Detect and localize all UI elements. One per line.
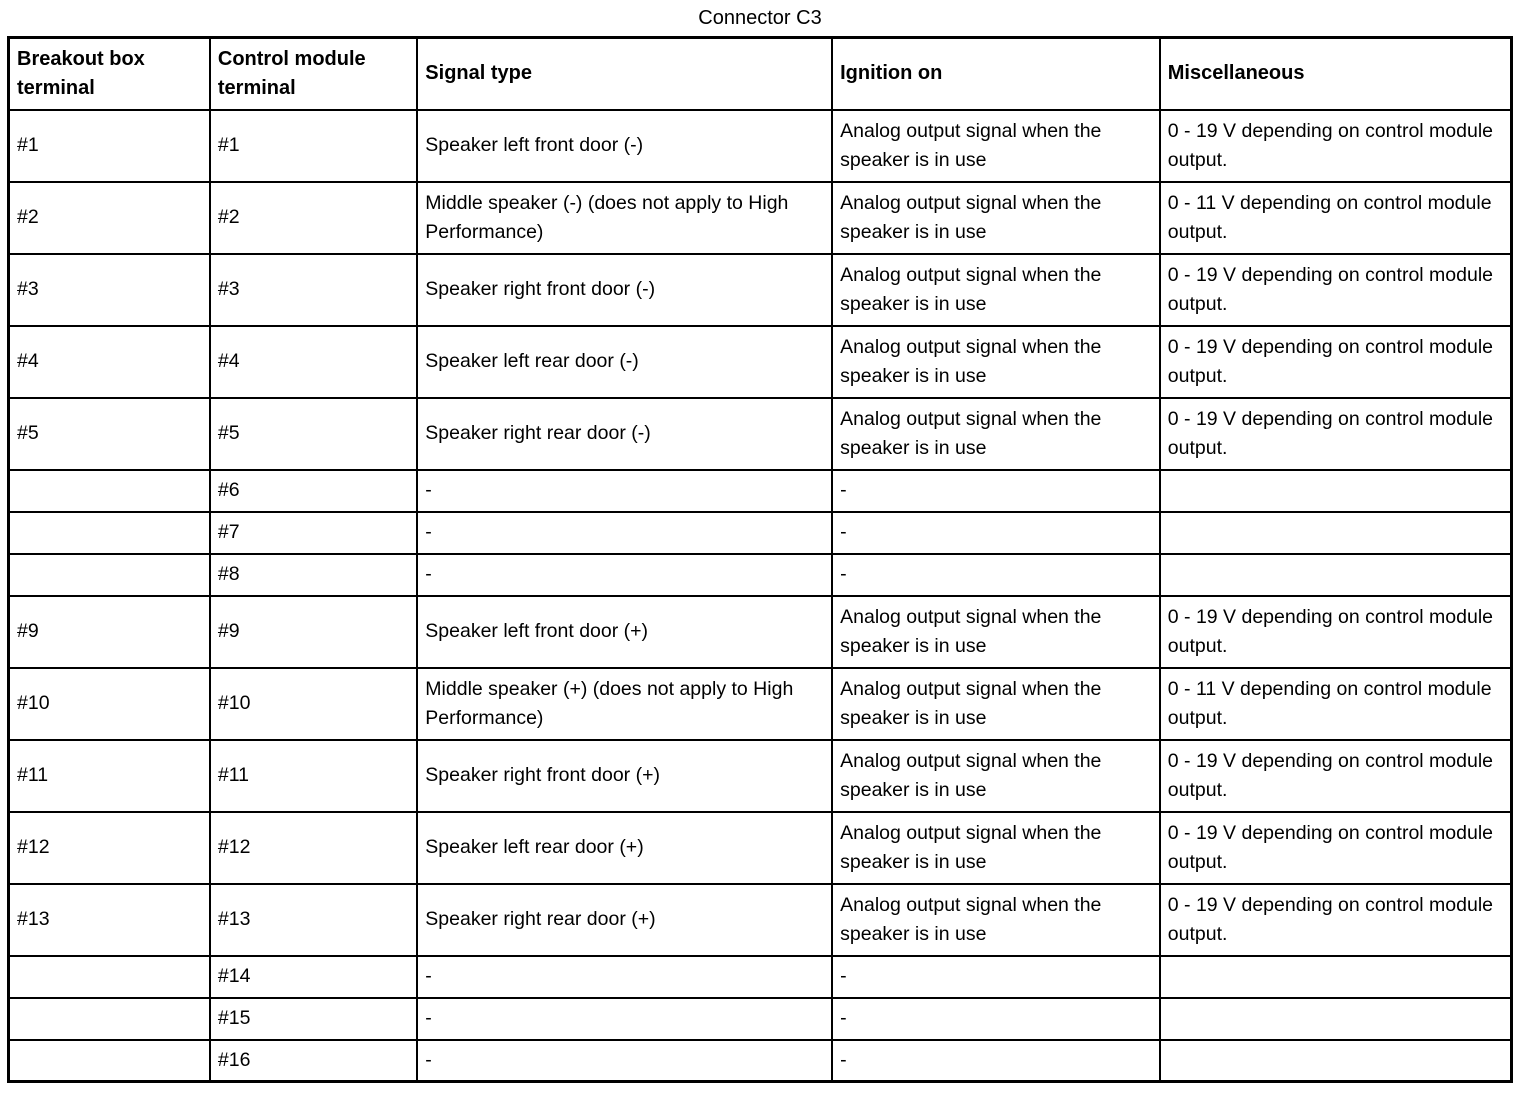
table-cell: Speaker left rear door (-) xyxy=(417,326,832,398)
table-cell: - xyxy=(417,998,832,1040)
table-cell: Analog output signal when the speaker is in use xyxy=(832,110,1160,182)
table-cell: 0 - 11 V depending on control module output. xyxy=(1160,668,1512,740)
table-cell xyxy=(9,512,210,554)
table-cell: #4 xyxy=(210,326,417,398)
table-cell: Speaker left front door (-) xyxy=(417,110,832,182)
table-cell: #5 xyxy=(210,398,417,470)
table-cell: #12 xyxy=(210,812,417,884)
table-row xyxy=(9,470,1512,512)
table-header xyxy=(9,38,1512,110)
table-cell xyxy=(1160,1040,1512,1082)
table-row xyxy=(9,956,1512,998)
table-body xyxy=(9,110,1512,1082)
table-cell: Middle speaker (-) (does not apply to High Performance) xyxy=(417,182,832,254)
table-cell: Analog output signal when the speaker is in use xyxy=(832,812,1160,884)
table-cell: - xyxy=(832,512,1160,554)
table-cell xyxy=(1160,470,1512,512)
table-cell xyxy=(9,1040,210,1082)
table-cell: #9 xyxy=(210,596,417,668)
table-cell: Analog output signal when the speaker is in use xyxy=(832,254,1160,326)
table-cell: Analog output signal when the speaker is in use xyxy=(832,740,1160,812)
table-cell: #4 xyxy=(9,326,210,398)
table-cell xyxy=(1160,998,1512,1040)
table-cell: Analog output signal when the speaker is in use xyxy=(832,182,1160,254)
table-row xyxy=(9,740,1512,812)
table-cell: Speaker right rear door (+) xyxy=(417,884,832,956)
table-cell: #8 xyxy=(210,554,417,596)
table-cell: 0 - 19 V depending on control module output. xyxy=(1160,596,1512,668)
table-row xyxy=(9,596,1512,668)
table-cell: #13 xyxy=(210,884,417,956)
table-cell: #9 xyxy=(9,596,210,668)
header-control-module-terminal: Control module terminal xyxy=(210,38,417,110)
table-row xyxy=(9,182,1512,254)
table-cell: - xyxy=(417,1040,832,1082)
table-cell: Analog output signal when the speaker is in use xyxy=(832,326,1160,398)
table-cell: - xyxy=(832,554,1160,596)
table-cell: #10 xyxy=(210,668,417,740)
table-row xyxy=(9,254,1512,326)
table-cell: #3 xyxy=(210,254,417,326)
table-cell xyxy=(9,998,210,1040)
table-cell xyxy=(9,470,210,512)
table-cell: 0 - 19 V depending on control module output. xyxy=(1160,326,1512,398)
table-cell: Analog output signal when the speaker is in use xyxy=(832,668,1160,740)
table-cell: #15 xyxy=(210,998,417,1040)
table-cell: #3 xyxy=(9,254,210,326)
table-row xyxy=(9,998,1512,1040)
table-cell: #11 xyxy=(210,740,417,812)
header-miscellaneous: Miscellaneous xyxy=(1160,38,1512,110)
table-cell: #2 xyxy=(9,182,210,254)
table-cell: #11 xyxy=(9,740,210,812)
table-cell: 0 - 19 V depending on control module output. xyxy=(1160,110,1512,182)
table-cell: #13 xyxy=(9,884,210,956)
table-cell: - xyxy=(832,998,1160,1040)
table-cell: 0 - 19 V depending on control module output. xyxy=(1160,812,1512,884)
table-row xyxy=(9,512,1512,554)
table-cell: Analog output signal when the speaker is in use xyxy=(832,596,1160,668)
table-row xyxy=(9,398,1512,470)
table-cell: #1 xyxy=(9,110,210,182)
table-cell: - xyxy=(417,512,832,554)
table-cell: 0 - 19 V depending on control module output. xyxy=(1160,740,1512,812)
table-cell: - xyxy=(417,956,832,998)
table-cell: #5 xyxy=(9,398,210,470)
table-cell: #2 xyxy=(210,182,417,254)
table-cell: #16 xyxy=(210,1040,417,1082)
table-cell: - xyxy=(832,1040,1160,1082)
table-cell: 0 - 19 V depending on control module output. xyxy=(1160,884,1512,956)
table-row xyxy=(9,1040,1512,1082)
table-cell: - xyxy=(417,554,832,596)
table-row xyxy=(9,812,1512,884)
table-cell: #12 xyxy=(9,812,210,884)
table-cell: Speaker left rear door (+) xyxy=(417,812,832,884)
table-row xyxy=(9,668,1512,740)
table-cell: 0 - 19 V depending on control module output. xyxy=(1160,254,1512,326)
header-signal-type: Signal type xyxy=(417,38,832,110)
table-cell: Middle speaker (+) (does not apply to High Performance) xyxy=(417,668,832,740)
table-row xyxy=(9,884,1512,956)
header-breakout-box-terminal: Breakout box terminal xyxy=(9,38,210,110)
table-cell: Speaker right front door (+) xyxy=(417,740,832,812)
table-cell xyxy=(1160,956,1512,998)
table-cell: Speaker left front door (+) xyxy=(417,596,832,668)
table-header-row xyxy=(9,38,1512,110)
table-row xyxy=(9,554,1512,596)
table-cell xyxy=(1160,554,1512,596)
table-cell: #6 xyxy=(210,470,417,512)
table-cell: 0 - 11 V depending on control module output. xyxy=(1160,182,1512,254)
table-cell xyxy=(1160,512,1512,554)
page-title: Connector C3 xyxy=(698,7,822,29)
table-cell: #14 xyxy=(210,956,417,998)
table-cell: Analog output signal when the speaker is in use xyxy=(832,398,1160,470)
table-cell xyxy=(9,554,210,596)
table-cell: - xyxy=(832,956,1160,998)
table-row xyxy=(9,326,1512,398)
header-ignition-on: Ignition on xyxy=(832,38,1160,110)
table-cell: #7 xyxy=(210,512,417,554)
table-cell: 0 - 19 V depending on control module output. xyxy=(1160,398,1512,470)
table-cell: #1 xyxy=(210,110,417,182)
table-cell: - xyxy=(832,470,1160,512)
connector-c3-table xyxy=(7,36,1513,1083)
table-cell: Speaker right front door (-) xyxy=(417,254,832,326)
table-cell: #10 xyxy=(9,668,210,740)
table-cell: Speaker right rear door (-) xyxy=(417,398,832,470)
table-cell: - xyxy=(417,470,832,512)
table-row xyxy=(9,110,1512,182)
table-cell: Analog output signal when the speaker is in use xyxy=(832,884,1160,956)
table-cell xyxy=(9,956,210,998)
